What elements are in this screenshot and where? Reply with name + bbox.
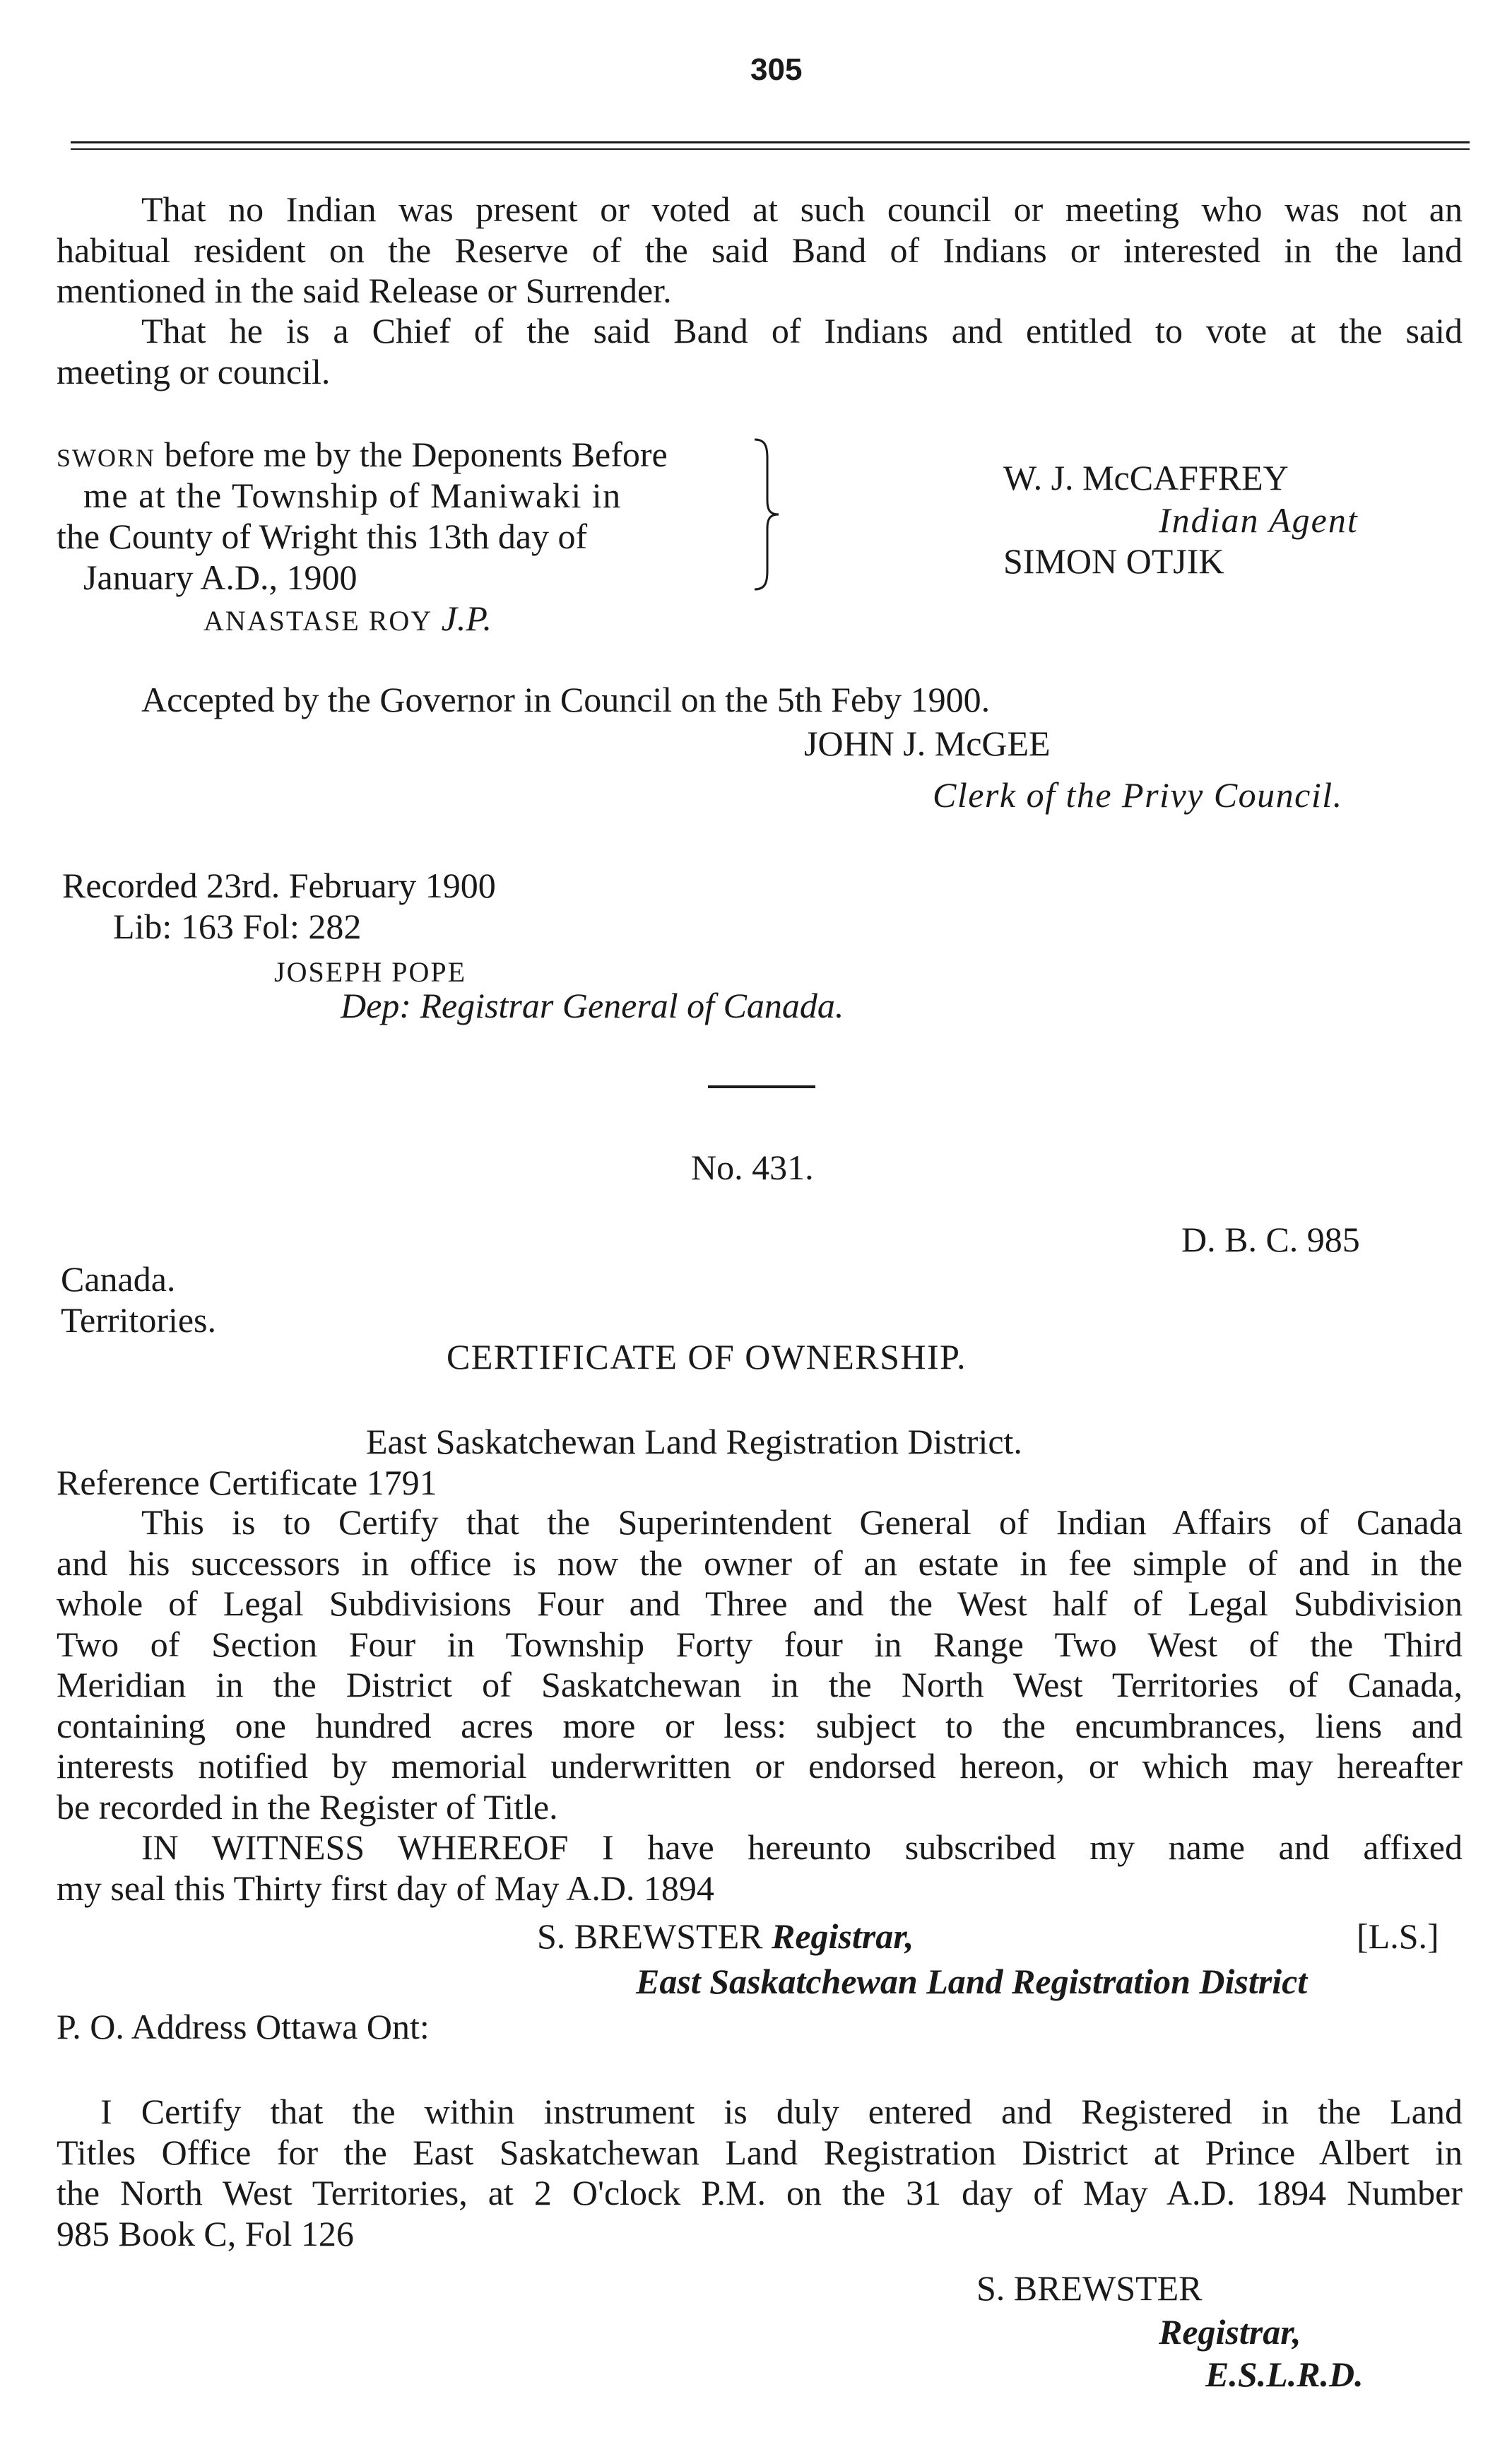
jp-name: ANASTASE ROY: [203, 605, 433, 637]
text-line: meeting or council.: [57, 351, 331, 391]
text-line: Titles Office for the East Saskatchewan Land Registration District at Prince Albert in: [57, 2132, 1463, 2172]
registrar-district: East Saskatchewan Land Registration District: [636, 1962, 1308, 2001]
territories-label: Territories.: [61, 1300, 217, 1340]
text-line: IN WITNESS WHEREOF I have hereunto subscribed my name and affixed: [141, 1827, 1463, 1867]
agent-name: W. J. McCAFFREY: [1003, 458, 1289, 497]
final-signature-title: Registrar,: [1159, 2312, 1301, 2352]
sworn-line-2: me at the Township of Maniwaki in: [83, 476, 622, 515]
paragraph-chief-statement: [57, 311, 1463, 392]
text-line: be recorded in the Register of Title.: [57, 1786, 558, 1827]
text-line: That he is a Chief of the said Band of Indians and entitled to vote at the said: [141, 311, 1463, 350]
text-line: containing one hundred acres more or less: subject to the encumbrances, liens and: [57, 1705, 1463, 1745]
text-line: This is to Certify that the Superintendent General of Indian Affairs of Canada: [141, 1502, 1463, 1542]
po-address: P. O. Address Ottawa Ont:: [57, 2007, 430, 2046]
text-line: and his successors in office is now the owner of an estate in fee simple of and in the: [57, 1543, 1463, 1583]
text-line: interests notified by memorial underwritten or endorsed hereon, or which may hereafter: [57, 1746, 1463, 1786]
text-line: mentioned in the said Release or Surrender.: [57, 271, 672, 310]
text-line: 985 Book C, Fol 126: [57, 2213, 354, 2253]
sworn-line-1-rest: before me by the Deponents Before: [155, 435, 668, 474]
paragraph-registration: [57, 2092, 1463, 2254]
header-rule-top: [71, 141, 1470, 143]
registrar-name: S. BREWSTER: [537, 1916, 763, 1956]
paragraph-witness: [57, 1827, 1463, 1909]
clerk-title: Clerk of the Privy Council.: [933, 775, 1343, 815]
text-line: habitual resident on the Reserve of the said Band of Indians or interested in the land: [57, 230, 1463, 270]
text-line: my seal this Thirty first day of May A.D. 1894: [57, 1868, 714, 1908]
clerk-name: JOHN J. McGEE: [804, 724, 1051, 763]
jp-title: J.P.: [441, 599, 492, 638]
page-number: 305: [750, 52, 803, 87]
registrar-title: Registrar,: [771, 1916, 914, 1956]
accepted-line: Accepted by the Governor in Council on the 5th Feby 1900.: [141, 680, 991, 719]
agent-title: Indian Agent: [1159, 500, 1359, 540]
brace-icon: [749, 437, 784, 592]
section-divider: [708, 1085, 815, 1088]
seal-mark: [L.S.]: [1357, 1916, 1439, 1956]
sworn-line-4: January A.D., 1900: [83, 558, 358, 597]
registrar-general-name: JOSEPH POPE: [274, 956, 467, 988]
text-line: Two of Section Four in Township Forty four in Range Two West of the Third: [57, 1624, 1463, 1664]
justice-of-peace: [203, 599, 492, 641]
sworn-line-3: the County of Wright this 13th day of: [57, 517, 588, 556]
text-line: the North West Territories, at 2 O'clock P.M. on the 31 day of May A.D. 1894 Number: [57, 2173, 1463, 2212]
dbc-reference: D. B. C. 985: [1181, 1220, 1360, 1259]
canada-label: Canada.: [61, 1259, 176, 1299]
document-number: No. 431.: [691, 1148, 814, 1187]
recorded-line: Recorded 23rd. February 1900: [62, 866, 496, 905]
certificate-title: CERTIFICATE OF OWNERSHIP.: [447, 1337, 967, 1377]
header-rule-bottom: [71, 148, 1470, 150]
chief-name: SIMON OTJIK: [1003, 541, 1224, 581]
text-line: That no Indian was present or voted at such council or meeting who was not an: [141, 189, 1463, 229]
final-signature-abbr: E.S.L.R.D.: [1205, 2354, 1364, 2394]
paragraph-council-attendance: [57, 189, 1463, 312]
text-line: whole of Legal Subdivisions Four and Three and the West half of Legal Subdivision: [57, 1584, 1463, 1623]
registrar-general-title: Dep: Registrar General of Canada.: [341, 986, 844, 1025]
sworn-first-word: SWORN: [57, 444, 156, 472]
text-line: Meridian in the District of Saskatchewan in the North West Territories of Canada,: [57, 1665, 1463, 1704]
reference-certificate: Reference Certificate 1791: [57, 1463, 437, 1502]
lib-fol-line: Lib: 163 Fol: 282: [113, 907, 362, 946]
sworn-line-1: [57, 435, 668, 478]
text-line: I Certify that the within instrument is duly entered and Registered in the Land: [100, 2092, 1463, 2131]
paragraph-certificate-body: [57, 1502, 1463, 1827]
district-heading: East Saskatchewan Land Registration District.: [366, 1422, 1022, 1461]
final-signature-name: S. BREWSTER: [976, 2268, 1203, 2308]
registrar-signature: [537, 1916, 914, 1957]
